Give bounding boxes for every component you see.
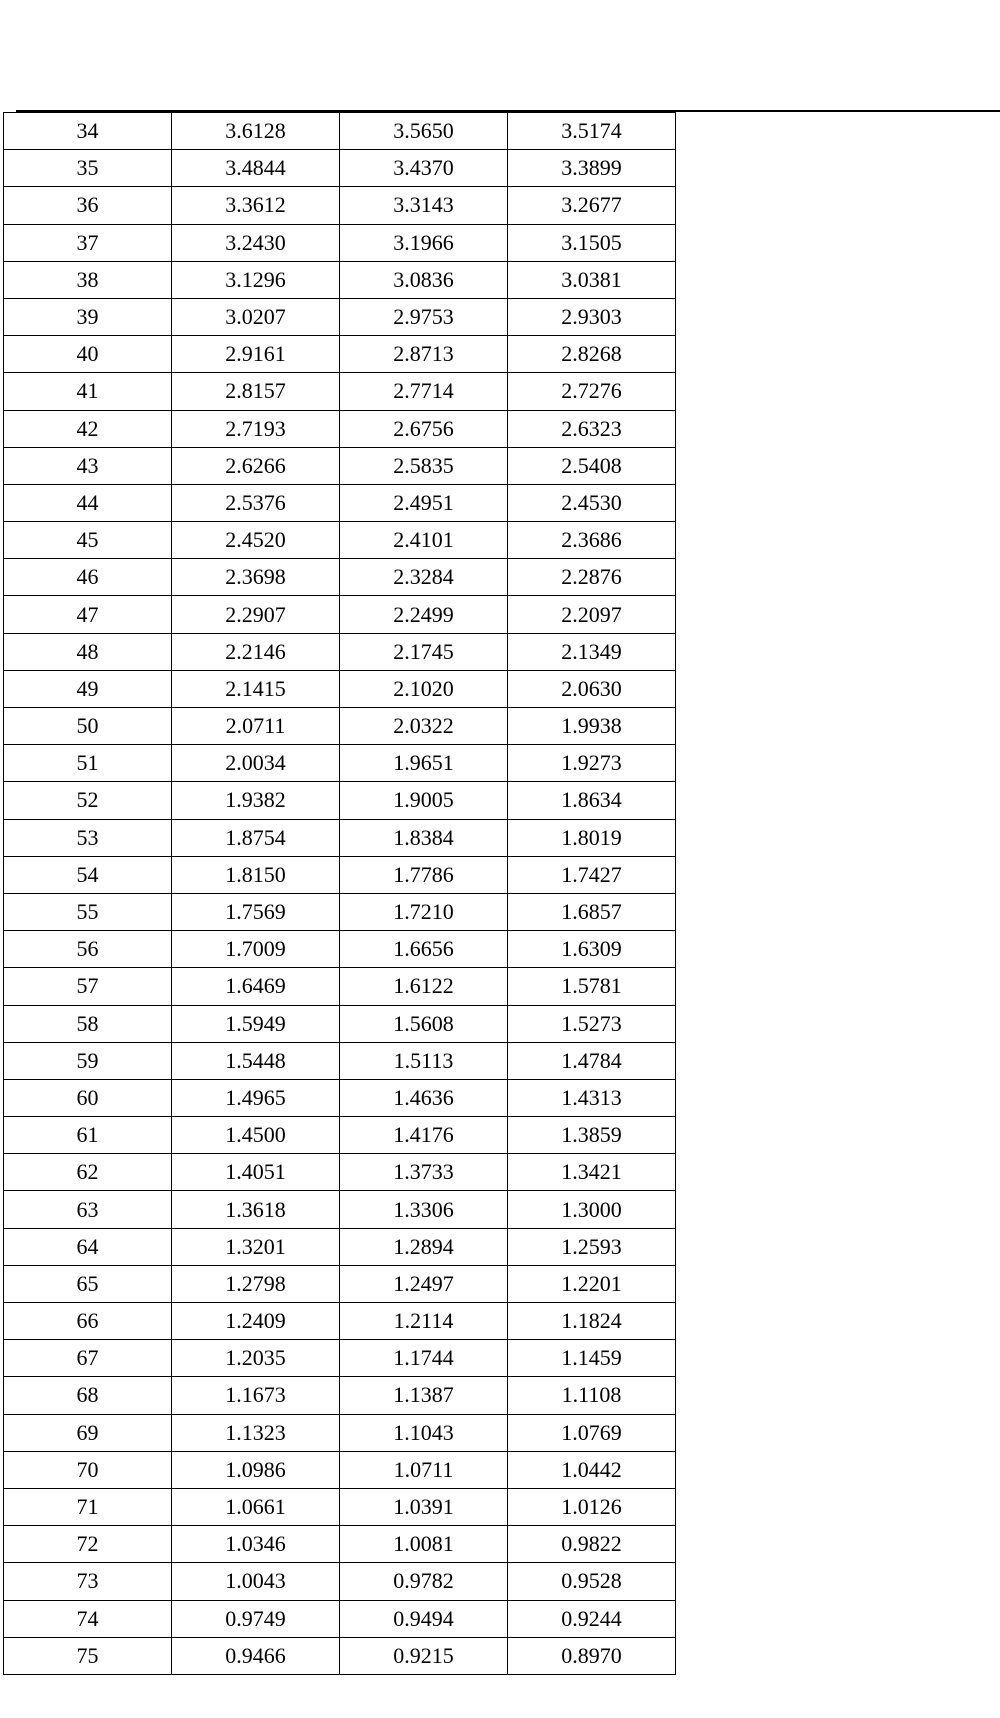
value-cell-3: 1.4313 xyxy=(508,1079,676,1116)
value-cell-2: 0.9782 xyxy=(340,1563,508,1600)
value-cell-1: 3.4844 xyxy=(172,150,340,187)
value-cell-1: 2.7193 xyxy=(172,410,340,447)
value-cell-2: 2.5835 xyxy=(340,447,508,484)
table-row xyxy=(4,782,676,819)
value-cell-2: 2.9753 xyxy=(340,298,508,335)
value-cell-3: 3.0381 xyxy=(508,261,676,298)
value-cell-3: 1.6857 xyxy=(508,893,676,930)
value-cell-3: 2.6323 xyxy=(508,410,676,447)
value-cell-1: 2.4520 xyxy=(172,522,340,559)
value-cell-1: 1.0043 xyxy=(172,1563,340,1600)
value-cell-3: 0.9822 xyxy=(508,1526,676,1563)
value-cell-2: 2.2499 xyxy=(340,596,508,633)
row-index-cell: 50 xyxy=(4,708,172,745)
row-index-cell: 59 xyxy=(4,1042,172,1079)
value-cell-2: 2.8713 xyxy=(340,336,508,373)
value-cell-2: 2.1745 xyxy=(340,633,508,670)
table-row xyxy=(4,968,676,1005)
table-row xyxy=(4,1117,676,1154)
row-index-cell: 66 xyxy=(4,1303,172,1340)
value-cell-3: 2.7276 xyxy=(508,373,676,410)
row-index-cell: 53 xyxy=(4,819,172,856)
value-cell-2: 1.8384 xyxy=(340,819,508,856)
value-cell-3: 2.0630 xyxy=(508,670,676,707)
value-cell-3: 2.3686 xyxy=(508,522,676,559)
value-cell-1: 2.1415 xyxy=(172,670,340,707)
table-row xyxy=(4,856,676,893)
value-cell-1: 0.9466 xyxy=(172,1637,340,1674)
row-index-cell: 60 xyxy=(4,1079,172,1116)
row-index-cell: 64 xyxy=(4,1228,172,1265)
value-cell-1: 1.0661 xyxy=(172,1488,340,1525)
value-cell-3: 1.0126 xyxy=(508,1488,676,1525)
value-cell-2: 2.1020 xyxy=(340,670,508,707)
row-index-cell: 75 xyxy=(4,1637,172,1674)
value-cell-1: 2.8157 xyxy=(172,373,340,410)
table-row xyxy=(4,596,676,633)
value-cell-1: 2.0034 xyxy=(172,745,340,782)
value-cell-2: 1.9005 xyxy=(340,782,508,819)
row-index-cell: 48 xyxy=(4,633,172,670)
value-cell-3: 2.1349 xyxy=(508,633,676,670)
value-cell-2: 1.6656 xyxy=(340,931,508,968)
table-row xyxy=(4,447,676,484)
table-row xyxy=(4,819,676,856)
value-cell-1: 3.6128 xyxy=(172,113,340,150)
value-cell-1: 1.2409 xyxy=(172,1303,340,1340)
value-cell-1: 2.3698 xyxy=(172,559,340,596)
value-cell-1: 3.0207 xyxy=(172,298,340,335)
value-cell-3: 1.0769 xyxy=(508,1414,676,1451)
row-index-cell: 70 xyxy=(4,1451,172,1488)
table-row xyxy=(4,1414,676,1451)
value-cell-1: 1.7569 xyxy=(172,893,340,930)
value-cell-2: 1.7210 xyxy=(340,893,508,930)
table-row xyxy=(4,1042,676,1079)
value-cell-3: 0.9244 xyxy=(508,1600,676,1637)
value-cell-2: 1.2114 xyxy=(340,1303,508,1340)
row-index-cell: 51 xyxy=(4,745,172,782)
value-cell-2: 1.0081 xyxy=(340,1526,508,1563)
value-cell-2: 1.1043 xyxy=(340,1414,508,1451)
table-row xyxy=(4,559,676,596)
value-cell-2: 3.1966 xyxy=(340,224,508,261)
row-index-cell: 44 xyxy=(4,484,172,521)
value-cell-2: 1.6122 xyxy=(340,968,508,1005)
value-cell-1: 1.1673 xyxy=(172,1377,340,1414)
value-cell-3: 1.5273 xyxy=(508,1005,676,1042)
row-index-cell: 71 xyxy=(4,1488,172,1525)
row-index-cell: 43 xyxy=(4,447,172,484)
table-row xyxy=(4,1005,676,1042)
table-body xyxy=(4,113,676,1675)
value-cell-3: 1.8634 xyxy=(508,782,676,819)
table-row xyxy=(4,633,676,670)
table-row xyxy=(4,522,676,559)
value-cell-2: 1.3733 xyxy=(340,1154,508,1191)
value-cell-3: 0.8970 xyxy=(508,1637,676,1674)
value-cell-2: 0.9494 xyxy=(340,1600,508,1637)
row-index-cell: 63 xyxy=(4,1191,172,1228)
value-cell-1: 1.3618 xyxy=(172,1191,340,1228)
value-cell-3: 1.9273 xyxy=(508,745,676,782)
value-cell-1: 1.4500 xyxy=(172,1117,340,1154)
value-cell-1: 1.9382 xyxy=(172,782,340,819)
value-cell-1: 2.0711 xyxy=(172,708,340,745)
row-index-cell: 52 xyxy=(4,782,172,819)
value-cell-3: 1.5781 xyxy=(508,968,676,1005)
table-row xyxy=(4,261,676,298)
table-row xyxy=(4,373,676,410)
table-row xyxy=(4,113,676,150)
row-index-cell: 39 xyxy=(4,298,172,335)
table-row xyxy=(4,1451,676,1488)
value-cell-3: 1.2201 xyxy=(508,1265,676,1302)
value-cell-3: 1.3000 xyxy=(508,1191,676,1228)
table-row xyxy=(4,298,676,335)
value-cell-3: 1.9938 xyxy=(508,708,676,745)
table-row xyxy=(4,224,676,261)
row-index-cell: 74 xyxy=(4,1600,172,1637)
value-cell-2: 1.2894 xyxy=(340,1228,508,1265)
value-cell-2: 1.5608 xyxy=(340,1005,508,1042)
value-cell-3: 3.5174 xyxy=(508,113,676,150)
table-row xyxy=(4,670,676,707)
table-row xyxy=(4,410,676,447)
row-index-cell: 38 xyxy=(4,261,172,298)
value-cell-1: 2.6266 xyxy=(172,447,340,484)
value-cell-2: 2.0322 xyxy=(340,708,508,745)
value-cell-1: 1.7009 xyxy=(172,931,340,968)
table-row xyxy=(4,1265,676,1302)
table-row xyxy=(4,336,676,373)
value-cell-2: 1.3306 xyxy=(340,1191,508,1228)
table-row xyxy=(4,931,676,968)
value-cell-1: 1.0986 xyxy=(172,1451,340,1488)
table-row xyxy=(4,150,676,187)
value-cell-1: 3.3612 xyxy=(172,187,340,224)
value-cell-3: 1.8019 xyxy=(508,819,676,856)
table-row xyxy=(4,1191,676,1228)
value-cell-2: 2.6756 xyxy=(340,410,508,447)
row-index-cell: 56 xyxy=(4,931,172,968)
row-index-cell: 40 xyxy=(4,336,172,373)
value-cell-2: 2.4951 xyxy=(340,484,508,521)
value-cell-3: 1.7427 xyxy=(508,856,676,893)
value-cell-2: 1.0391 xyxy=(340,1488,508,1525)
value-cell-1: 1.4051 xyxy=(172,1154,340,1191)
value-cell-3: 2.5408 xyxy=(508,447,676,484)
data-table xyxy=(3,112,676,1675)
value-cell-3: 1.1824 xyxy=(508,1303,676,1340)
table-row xyxy=(4,745,676,782)
row-index-cell: 47 xyxy=(4,596,172,633)
value-cell-3: 1.0442 xyxy=(508,1451,676,1488)
table-row xyxy=(4,1526,676,1563)
value-cell-2: 1.1387 xyxy=(340,1377,508,1414)
table-row xyxy=(4,187,676,224)
value-cell-3: 3.2677 xyxy=(508,187,676,224)
table-row xyxy=(4,893,676,930)
row-index-cell: 58 xyxy=(4,1005,172,1042)
value-cell-3: 1.4784 xyxy=(508,1042,676,1079)
value-cell-1: 1.3201 xyxy=(172,1228,340,1265)
value-cell-2: 3.5650 xyxy=(340,113,508,150)
value-cell-2: 1.7786 xyxy=(340,856,508,893)
value-cell-2: 2.7714 xyxy=(340,373,508,410)
row-index-cell: 49 xyxy=(4,670,172,707)
table-row xyxy=(4,484,676,521)
row-index-cell: 62 xyxy=(4,1154,172,1191)
row-index-cell: 61 xyxy=(4,1117,172,1154)
value-cell-2: 0.9215 xyxy=(340,1637,508,1674)
table-row xyxy=(4,1340,676,1377)
value-cell-1: 1.6469 xyxy=(172,968,340,1005)
value-cell-1: 1.4965 xyxy=(172,1079,340,1116)
value-cell-1: 1.2035 xyxy=(172,1340,340,1377)
row-index-cell: 36 xyxy=(4,187,172,224)
table-row xyxy=(4,708,676,745)
value-cell-2: 3.4370 xyxy=(340,150,508,187)
value-cell-3: 1.1108 xyxy=(508,1377,676,1414)
row-index-cell: 69 xyxy=(4,1414,172,1451)
value-cell-1: 1.1323 xyxy=(172,1414,340,1451)
table-row xyxy=(4,1154,676,1191)
table-row xyxy=(4,1488,676,1525)
value-cell-2: 1.4176 xyxy=(340,1117,508,1154)
value-cell-3: 2.4530 xyxy=(508,484,676,521)
value-cell-3: 2.2097 xyxy=(508,596,676,633)
value-cell-2: 3.0836 xyxy=(340,261,508,298)
value-cell-2: 2.3284 xyxy=(340,559,508,596)
value-cell-2: 1.4636 xyxy=(340,1079,508,1116)
value-cell-3: 2.8268 xyxy=(508,336,676,373)
value-cell-3: 2.9303 xyxy=(508,298,676,335)
row-index-cell: 34 xyxy=(4,113,172,150)
row-index-cell: 42 xyxy=(4,410,172,447)
value-cell-1: 1.5949 xyxy=(172,1005,340,1042)
value-cell-1: 0.9749 xyxy=(172,1600,340,1637)
table-row xyxy=(4,1079,676,1116)
value-cell-2: 1.1744 xyxy=(340,1340,508,1377)
row-index-cell: 67 xyxy=(4,1340,172,1377)
row-index-cell: 68 xyxy=(4,1377,172,1414)
value-cell-1: 3.1296 xyxy=(172,261,340,298)
row-index-cell: 45 xyxy=(4,522,172,559)
row-index-cell: 65 xyxy=(4,1265,172,1302)
table-row xyxy=(4,1637,676,1674)
row-index-cell: 41 xyxy=(4,373,172,410)
value-cell-1: 3.2430 xyxy=(172,224,340,261)
row-index-cell: 55 xyxy=(4,893,172,930)
table-row xyxy=(4,1303,676,1340)
value-cell-1: 2.5376 xyxy=(172,484,340,521)
value-cell-2: 1.2497 xyxy=(340,1265,508,1302)
value-cell-3: 1.3859 xyxy=(508,1117,676,1154)
value-cell-1: 1.2798 xyxy=(172,1265,340,1302)
value-cell-3: 1.2593 xyxy=(508,1228,676,1265)
value-cell-3: 1.6309 xyxy=(508,931,676,968)
value-cell-3: 1.1459 xyxy=(508,1340,676,1377)
row-index-cell: 72 xyxy=(4,1526,172,1563)
value-cell-2: 1.9651 xyxy=(340,745,508,782)
value-cell-1: 2.2146 xyxy=(172,633,340,670)
value-cell-1: 1.5448 xyxy=(172,1042,340,1079)
value-cell-2: 2.4101 xyxy=(340,522,508,559)
table-row xyxy=(4,1377,676,1414)
table-row xyxy=(4,1228,676,1265)
value-cell-1: 1.8150 xyxy=(172,856,340,893)
value-cell-3: 0.9528 xyxy=(508,1563,676,1600)
value-cell-1: 2.9161 xyxy=(172,336,340,373)
row-index-cell: 73 xyxy=(4,1563,172,1600)
table-row xyxy=(4,1600,676,1637)
value-cell-2: 1.0711 xyxy=(340,1451,508,1488)
row-index-cell: 57 xyxy=(4,968,172,1005)
row-index-cell: 35 xyxy=(4,150,172,187)
row-index-cell: 37 xyxy=(4,224,172,261)
value-cell-2: 1.5113 xyxy=(340,1042,508,1079)
value-cell-3: 1.3421 xyxy=(508,1154,676,1191)
value-cell-1: 1.8754 xyxy=(172,819,340,856)
value-cell-3: 2.2876 xyxy=(508,559,676,596)
value-cell-3: 3.3899 xyxy=(508,150,676,187)
row-index-cell: 46 xyxy=(4,559,172,596)
value-cell-2: 3.3143 xyxy=(340,187,508,224)
value-cell-1: 2.2907 xyxy=(172,596,340,633)
row-index-cell: 54 xyxy=(4,856,172,893)
table-row xyxy=(4,1563,676,1600)
value-cell-1: 1.0346 xyxy=(172,1526,340,1563)
value-cell-3: 3.1505 xyxy=(508,224,676,261)
